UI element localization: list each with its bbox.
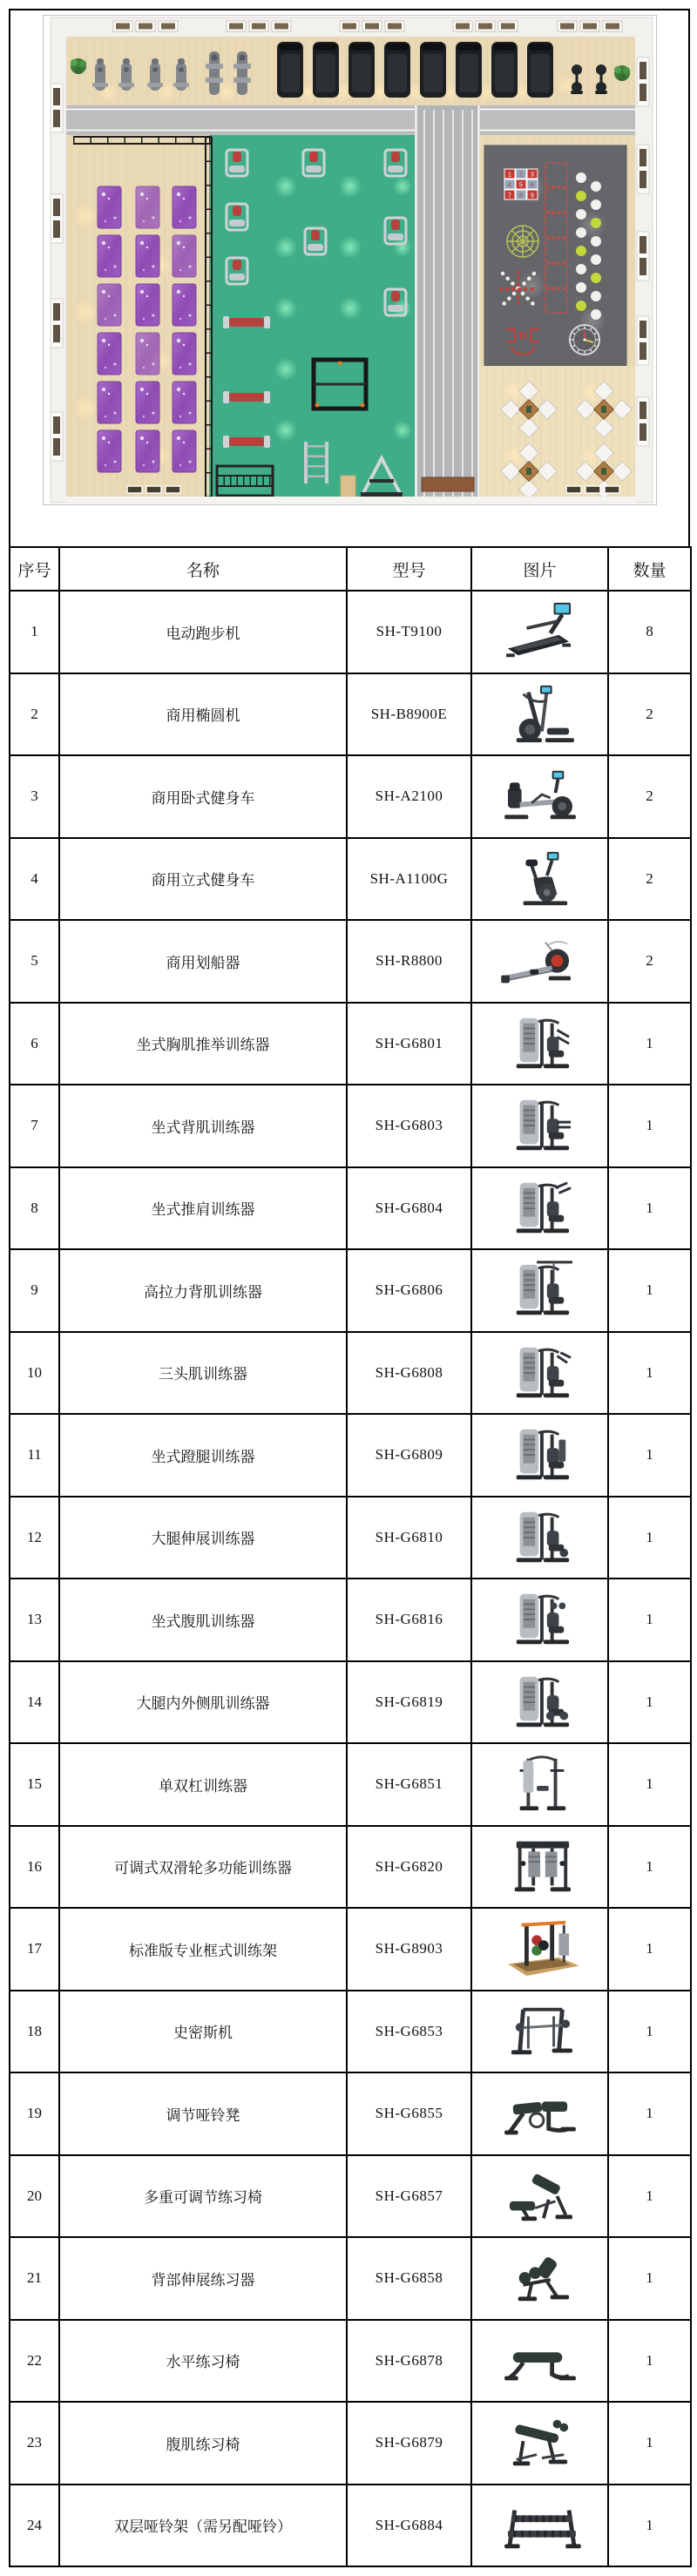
svg-text:3: 3 xyxy=(531,172,534,179)
cell-qty: 1 xyxy=(608,1003,691,1085)
cell-serial: 7 xyxy=(10,1085,59,1167)
floor-plan-render xyxy=(44,16,656,504)
cell-image xyxy=(471,2402,608,2485)
table-row xyxy=(10,838,691,921)
svg-text:8: 8 xyxy=(519,193,523,199)
cell-qty: 1 xyxy=(608,2402,691,2485)
cell-qty: 1 xyxy=(608,1414,691,1497)
cell-model: SH-G6808 xyxy=(347,1332,471,1415)
cell-qty: 2 xyxy=(608,920,691,1003)
col-header-image: 图片 xyxy=(471,547,608,591)
cell-qty: 2 xyxy=(608,838,691,921)
cell-qty: 1 xyxy=(608,2155,691,2238)
lat-pulldown-machine-icon xyxy=(476,1258,604,1322)
cell-qty: 1 xyxy=(608,1661,691,1744)
cell-model: SH-G6819 xyxy=(347,1661,471,1744)
table-row xyxy=(10,1743,691,1826)
cell-image xyxy=(471,1661,608,1744)
cell-image xyxy=(471,1249,608,1332)
plant-top-right xyxy=(614,65,630,81)
cell-serial: 4 xyxy=(10,838,59,921)
cell-serial: 14 xyxy=(10,1661,59,1744)
equipment-table xyxy=(9,546,692,2567)
cell-serial: 13 xyxy=(10,1579,59,1661)
cell-model: SH-G8903 xyxy=(347,1908,471,1991)
number-grid-pattern xyxy=(504,169,538,199)
cell-image xyxy=(471,1579,608,1661)
cell-image xyxy=(471,2155,608,2238)
thigh-abductor-machine-icon xyxy=(476,1670,604,1734)
cell-qty: 1 xyxy=(608,1743,691,1826)
bottom-wall-base xyxy=(66,497,635,503)
treadmill-icon xyxy=(476,599,604,664)
cell-name: 双层哑铃架（需另配哑铃） xyxy=(59,2485,347,2567)
svg-text:7: 7 xyxy=(508,193,511,199)
cell-name: 大腿内外侧肌训练器 xyxy=(59,1661,347,1744)
cell-serial: 20 xyxy=(10,2155,59,2238)
upright-bike-icon xyxy=(476,847,604,911)
seated-row-machine-icon xyxy=(476,1093,604,1158)
cell-serial: 15 xyxy=(10,1743,59,1826)
table-row xyxy=(10,2485,691,2567)
cell-qty: 2 xyxy=(608,755,691,838)
cell-qty: 1 xyxy=(608,1167,691,1250)
cell-image xyxy=(471,591,608,673)
cell-qty: 2 xyxy=(608,673,691,756)
chest-press-machine-icon xyxy=(476,1011,604,1076)
cell-serial: 10 xyxy=(10,1332,59,1415)
cell-model: SH-A2100 xyxy=(347,755,471,838)
cell-image xyxy=(471,1414,608,1497)
cell-serial: 22 xyxy=(10,2320,59,2403)
cell-serial: 19 xyxy=(10,2072,59,2155)
cell-model: SH-G6809 xyxy=(347,1414,471,1497)
cell-serial: 16 xyxy=(10,1826,59,1909)
cell-serial: 9 xyxy=(10,1249,59,1332)
cell-qty: 1 xyxy=(608,2237,691,2320)
triceps-machine-icon xyxy=(476,1341,604,1405)
cell-qty: 1 xyxy=(608,1991,691,2073)
cell-serial: 24 xyxy=(10,2485,59,2567)
floor-plan-cell xyxy=(9,9,690,546)
multi-adjustable-bench-icon xyxy=(476,2164,604,2228)
cell-serial: 21 xyxy=(10,2237,59,2320)
cell-image xyxy=(471,838,608,921)
smith-machine-icon xyxy=(476,1999,604,2064)
cell-model: SH-G6878 xyxy=(347,2320,471,2403)
cell-qty: 1 xyxy=(608,1332,691,1415)
rowing-machine-icon xyxy=(476,929,604,993)
plant-top-left xyxy=(71,58,86,74)
leg-press-machine-icon xyxy=(476,1423,604,1487)
table-row xyxy=(10,2155,691,2238)
leg-extension-machine-icon xyxy=(476,1505,604,1570)
cell-model: SH-G6857 xyxy=(347,2155,471,2238)
recumbent-bike-icon xyxy=(476,764,604,828)
cell-name: 商用立式健身车 xyxy=(59,838,347,921)
dip-chin-tower-icon xyxy=(476,1752,604,1816)
cell-serial: 1 xyxy=(10,591,59,673)
cell-image xyxy=(471,1743,608,1826)
cell-image xyxy=(471,2072,608,2155)
cell-name: 商用椭圆机 xyxy=(59,673,347,756)
cell-name: 高拉力背肌训练器 xyxy=(59,1249,347,1332)
cable-crossover-icon xyxy=(476,1835,604,1899)
col-header-model: 型号 xyxy=(347,547,471,591)
elliptical-icon xyxy=(476,682,604,747)
table-row xyxy=(10,1579,691,1661)
table-row xyxy=(10,1167,691,1250)
cell-qty: 1 xyxy=(608,1497,691,1579)
cell-image xyxy=(471,1497,608,1579)
cell-name: 大腿伸展训练器 xyxy=(59,1497,347,1579)
cell-serial: 6 xyxy=(10,1003,59,1085)
cell-model: SH-G6851 xyxy=(347,1743,471,1826)
cell-qty: 1 xyxy=(608,1579,691,1661)
power-rack-icon xyxy=(476,1917,604,1981)
table-row xyxy=(10,2237,691,2320)
ab-crunch-machine-icon xyxy=(476,1587,604,1652)
cell-name: 多重可调节练习椅 xyxy=(59,2155,347,2238)
table-row xyxy=(10,1332,691,1415)
table-header-row xyxy=(10,547,691,591)
cell-name: 坐式腹肌训练器 xyxy=(59,1579,347,1661)
table-row xyxy=(10,1908,691,1991)
two-tier-dumbbell-rack-icon xyxy=(476,2493,604,2558)
svg-text:5: 5 xyxy=(519,182,523,189)
cell-image xyxy=(471,1085,608,1167)
table-row xyxy=(10,1003,691,1085)
cell-model: SH-G6820 xyxy=(347,1826,471,1909)
table-row xyxy=(10,2072,691,2155)
cell-model: SH-G6801 xyxy=(347,1003,471,1085)
cell-qty: 1 xyxy=(608,1085,691,1167)
cell-model: SH-G6884 xyxy=(347,2485,471,2567)
table-row xyxy=(10,2402,691,2485)
cell-image xyxy=(471,1003,608,1085)
table-row xyxy=(10,1991,691,2073)
cell-model: SH-G6804 xyxy=(347,1167,471,1250)
cell-qty: 1 xyxy=(608,2072,691,2155)
table-row xyxy=(10,1661,691,1744)
cell-qty: 1 xyxy=(608,1908,691,1991)
cell-name: 坐式背肌训练器 xyxy=(59,1085,347,1167)
col-header-qty: 数量 xyxy=(608,547,691,591)
flat-bench-icon xyxy=(476,2329,604,2393)
cell-image xyxy=(471,1908,608,1991)
svg-text:4: 4 xyxy=(508,182,511,189)
spider-web-pattern xyxy=(507,226,538,257)
cell-name: 可调式双滑轮多功能训练器 xyxy=(59,1826,347,1909)
cell-model: SH-A1100G xyxy=(347,838,471,921)
cell-model: SH-G6853 xyxy=(347,1991,471,2073)
cell-serial: 8 xyxy=(10,1167,59,1250)
cell-model: SH-G6806 xyxy=(347,1249,471,1332)
col-header-name: 名称 xyxy=(59,547,347,591)
adjustable-dumbbell-bench-icon xyxy=(476,2081,604,2146)
cell-qty: 1 xyxy=(608,1826,691,1909)
cell-model: SH-B8900E xyxy=(347,673,471,756)
cell-image xyxy=(471,2237,608,2320)
cell-model: SH-R8800 xyxy=(347,920,471,1003)
back-extension-bench-icon xyxy=(476,2246,604,2310)
cell-serial: 2 xyxy=(10,673,59,756)
cell-image xyxy=(471,1167,608,1250)
cell-image xyxy=(471,755,608,838)
cell-serial: 23 xyxy=(10,2402,59,2485)
col-header-serial: 序号 xyxy=(10,547,59,591)
cell-serial: 17 xyxy=(10,1908,59,1991)
table-row xyxy=(10,1085,691,1167)
cell-serial: 5 xyxy=(10,920,59,1003)
cell-name: 单双杠训练器 xyxy=(59,1743,347,1826)
doorway-bottom xyxy=(341,476,355,497)
cell-model: SH-G6810 xyxy=(347,1497,471,1579)
cell-name: 标准版专业框式训练架 xyxy=(59,1908,347,1991)
cell-image xyxy=(471,1991,608,2073)
ab-bench-icon xyxy=(476,2410,604,2475)
svg-text:6: 6 xyxy=(531,182,534,189)
table-row xyxy=(10,673,691,756)
cell-name: 史密斯机 xyxy=(59,1991,347,2073)
svg-text:9: 9 xyxy=(531,193,534,199)
table-row xyxy=(10,2320,691,2403)
gym-floor-plan-image xyxy=(43,15,657,505)
entrance-doormat xyxy=(422,477,474,491)
table-row xyxy=(10,1414,691,1497)
cell-model: SH-G6855 xyxy=(347,2072,471,2155)
table-row xyxy=(10,755,691,838)
shoulder-press-machine-icon xyxy=(476,1176,604,1241)
cell-image xyxy=(471,1332,608,1415)
cell-name: 坐式胸肌推举训练器 xyxy=(59,1003,347,1085)
cell-qty: 1 xyxy=(608,2485,691,2567)
cell-serial: 12 xyxy=(10,1497,59,1579)
cell-qty: 1 xyxy=(608,2320,691,2403)
cell-model: SH-T9100 xyxy=(347,591,471,673)
cell-serial: 18 xyxy=(10,1991,59,2073)
svg-text:2: 2 xyxy=(519,172,523,179)
cell-name: 背部伸展练习器 xyxy=(59,2237,347,2320)
cell-image xyxy=(471,1826,608,1909)
cell-image xyxy=(471,920,608,1003)
cell-qty: 8 xyxy=(608,591,691,673)
cell-qty: 1 xyxy=(608,1249,691,1332)
wall-clock xyxy=(570,325,599,355)
table-row xyxy=(10,1249,691,1332)
cell-name: 商用划船器 xyxy=(59,920,347,1003)
cell-name: 水平练习椅 xyxy=(59,2320,347,2403)
cell-image xyxy=(471,673,608,756)
cell-name: 三头肌训练器 xyxy=(59,1332,347,1415)
cell-name: 坐式蹬腿训练器 xyxy=(59,1414,347,1497)
cell-name: 商用卧式健身车 xyxy=(59,755,347,838)
cell-model: SH-G6879 xyxy=(347,2402,471,2485)
cell-name: 电动跑步机 xyxy=(59,591,347,673)
table-row xyxy=(10,1826,691,1909)
cell-name: 调节哑铃凳 xyxy=(59,2072,347,2155)
table-row xyxy=(10,1497,691,1579)
cell-serial: 11 xyxy=(10,1414,59,1497)
cell-serial: 3 xyxy=(10,755,59,838)
cell-name: 坐式推肩训练器 xyxy=(59,1167,347,1250)
cell-model: SH-G6803 xyxy=(347,1085,471,1167)
table-row xyxy=(10,920,691,1003)
cell-image xyxy=(471,2485,608,2567)
cell-image xyxy=(471,2320,608,2403)
cell-model: SH-G6816 xyxy=(347,1579,471,1661)
cell-name: 腹肌练习椅 xyxy=(59,2402,347,2485)
cell-model: SH-G6858 xyxy=(347,2237,471,2320)
table-row xyxy=(10,591,691,673)
svg-text:1: 1 xyxy=(508,172,511,179)
